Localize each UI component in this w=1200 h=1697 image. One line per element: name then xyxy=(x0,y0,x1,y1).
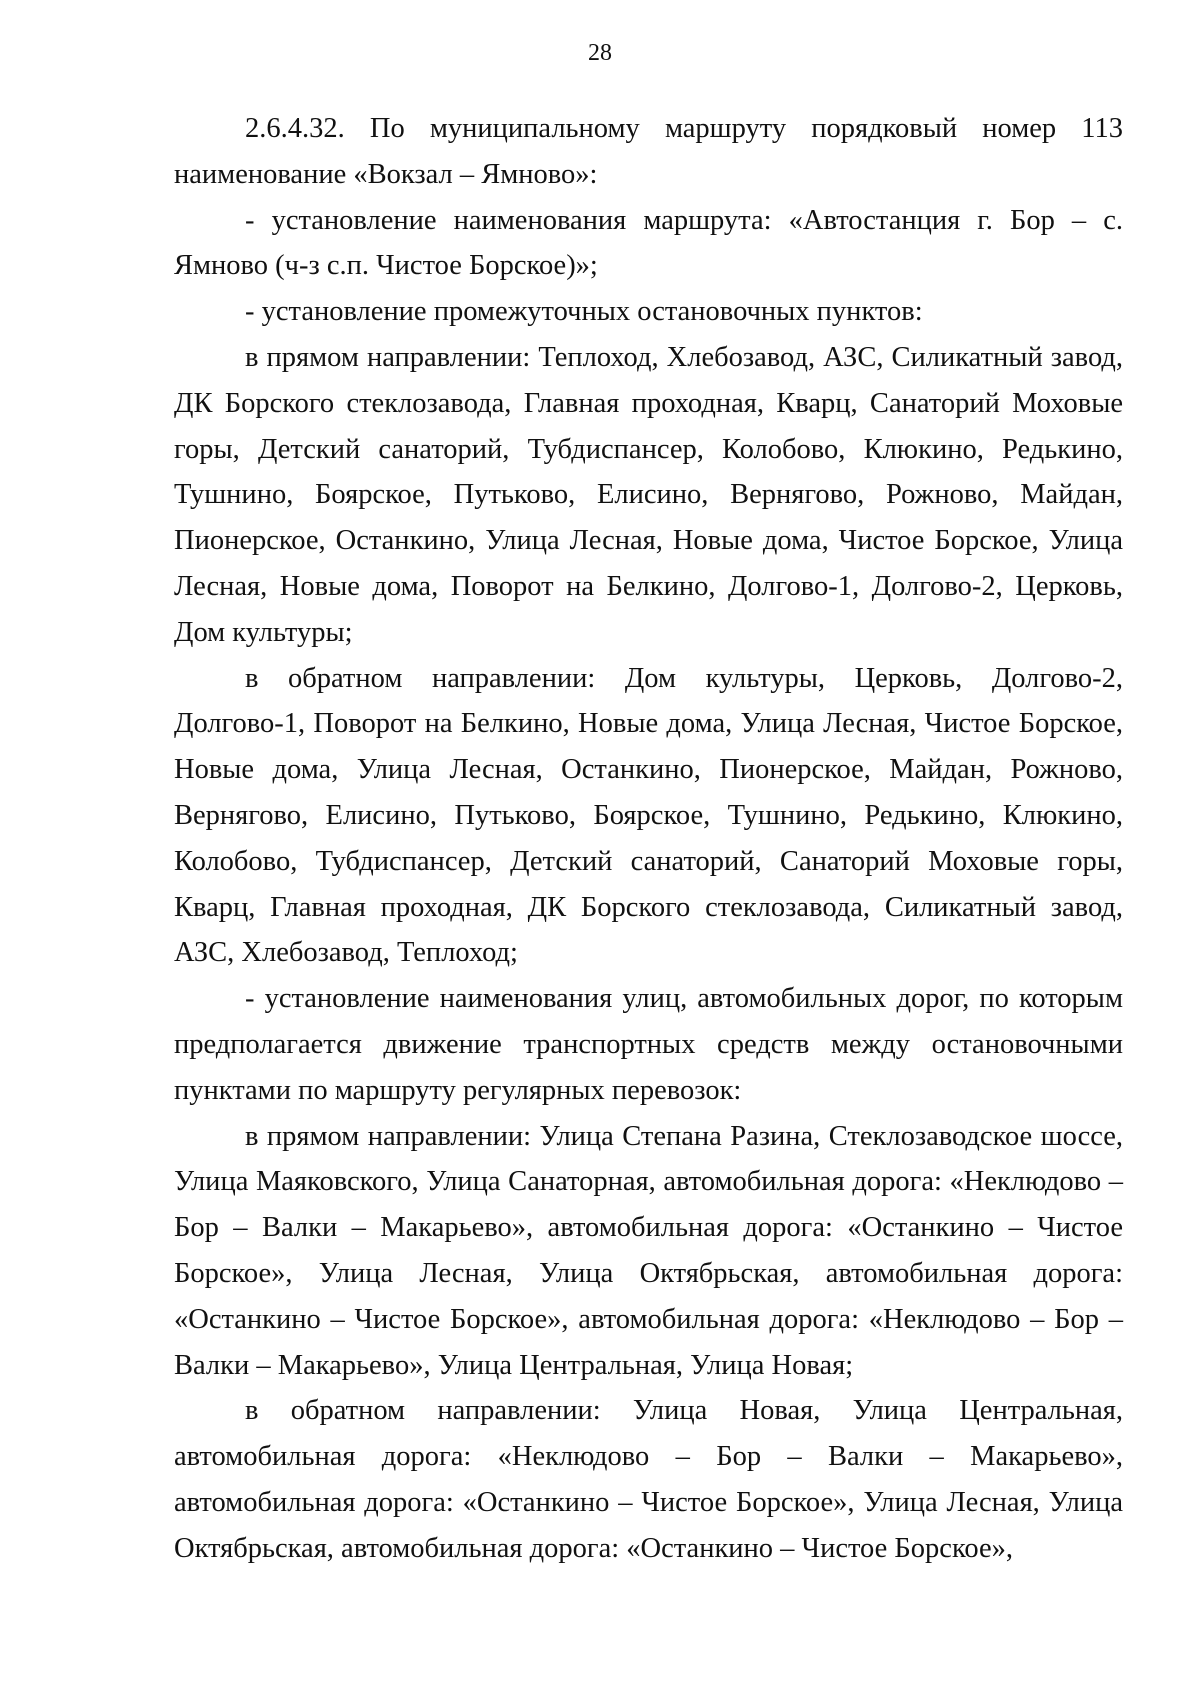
forward-stops-paragraph: в прямом направлении: Теплоход, Хлебозавод, АЗС, Силикатный завод, ДК Борского стеклозавода, Главная проходная, Кварц, Санаторий Моховые горы, Детский санаторий, Тубдиспансер, Колобово, Клюкино, Редькино, Тушнино, Боярское, Путьково, Елисино, Вернягово, Рожново, Майдан, Пионерское, Останкино, Улица Лесная, Новые дома, Чистое Борское, Улица Лесная, Новые дома, Поворот на Белкино, Долгово-1, Долгово-2, Церковь, Дом культуры; xyxy=(174,341,1123,648)
route-name-paragraph: - установление наименования маршрута: «Автостанция г. Бор – с. Ямново (ч-з с.п. Чистое Борское)»; xyxy=(174,204,1123,282)
reverse-streets-paragraph: в обратном направлении: Улица Новая, Улица Центральная, автомобильная дорога: «Неклюдово – Бор – Валки – Макарьево», автомобильная дорога: «Останкино – Чистое Борское», Улица Лесная, Улица Октябрьская, автомобильная дорога: «Останкино – Чистое Борское», xyxy=(174,1395,1123,1564)
section-heading-paragraph: 2.6.4.32. По муниципальному маршруту порядковый номер 113 наименование «Вокзал – Ямново»: xyxy=(174,113,1123,190)
page-number: 28 xyxy=(588,40,612,66)
streets-intro-paragraph: - установление наименования улиц, автомобильных дорог, по которым предполагается движение транспортных средств между остановочными пунктами по маршруту регулярных перевозок: xyxy=(174,983,1123,1106)
document-body xyxy=(174,106,1123,1572)
stops-intro-paragraph: - установление промежуточных остановочных пунктов: xyxy=(245,296,923,328)
forward-streets-paragraph: в прямом направлении: Улица Степана Разина, Стеклозаводское шоссе, Улица Маяковского, Улица Санаторная, автомобильная дорога: «Неклюдово – Бор – Валки – Макарьево», автомобильная дорога: «Останкино – Чистое Борское», Улица Лесная, Улица Октябрьская, автомобильная дорога: «Останкино – Чистое Борское», автомобильная дорога: «Неклюдово – Бор – Валки – Макарьево», Улица Центральная, Улица Новая; xyxy=(174,1120,1123,1381)
reverse-stops-paragraph: в обратном направлении: Дом культуры, Церковь, Долгово-2, Долгово-1, Поворот на Белкино, Новые дома, Улица Лесная, Чистое Борское, Новые дома, Улица Лесная, Останкино, Пионерское, Майдан, Рожново, Вернягово, Елисино, Путьково, Боярское, Тушнино, Редькино, Клюкино, Колобово, Тубдиспансер, Детский санаторий, Санаторий Моховые горы, Кварц, Главная проходная, ДК Борского стеклозавода, Силикатный завод, АЗС, Хлебозавод, Теплоход; xyxy=(174,662,1123,969)
